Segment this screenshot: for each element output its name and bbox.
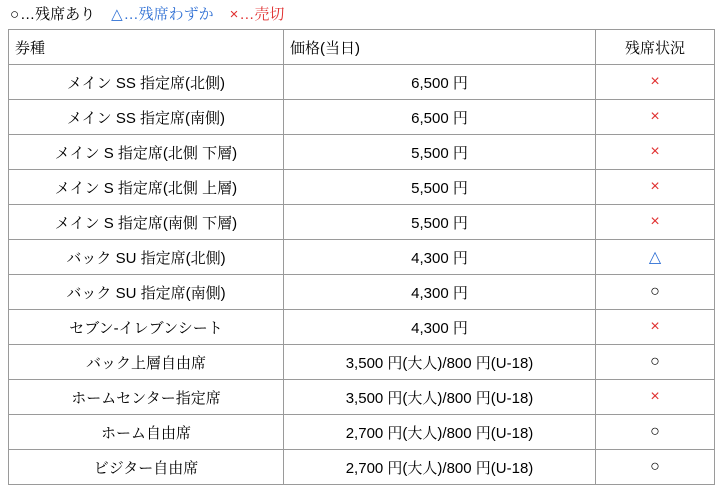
legend-item-soldout bbox=[230, 5, 285, 25]
table-row bbox=[9, 170, 715, 205]
cell-price: 6,500 円 bbox=[284, 65, 596, 100]
cross-icon: × bbox=[229, 6, 239, 23]
cell-ticket-type: ホームセンター指定席 bbox=[9, 380, 284, 415]
cell-availability: × bbox=[596, 100, 715, 135]
cell-ticket-type: メイン S 指定席(北側 下層) bbox=[9, 135, 284, 170]
table-row bbox=[9, 100, 715, 135]
legend-label-soldout: 売切 bbox=[254, 6, 285, 23]
cell-availability: × bbox=[596, 310, 715, 345]
table-row bbox=[9, 450, 715, 485]
cell-availability: × bbox=[596, 380, 715, 415]
cell-availability: × bbox=[596, 135, 715, 170]
table-row bbox=[9, 345, 715, 380]
cell-ticket-type: ビジター自由席 bbox=[9, 450, 284, 485]
legend-item-few bbox=[111, 5, 214, 25]
column-header-price: 価格(当日) bbox=[284, 30, 596, 65]
fare-table bbox=[8, 29, 715, 485]
table-row bbox=[9, 310, 715, 345]
cell-availability: × bbox=[596, 65, 715, 100]
table-row bbox=[9, 240, 715, 275]
cell-availability: × bbox=[596, 170, 715, 205]
table-row bbox=[9, 205, 715, 240]
legend bbox=[8, 4, 717, 26]
legend-separator-available: … bbox=[20, 6, 36, 23]
cell-ticket-type: バック SU 指定席(南側) bbox=[9, 275, 284, 310]
cell-availability: ○ bbox=[596, 345, 715, 380]
cell-price: 3,500 円(大人)/800 円(U-18) bbox=[284, 380, 596, 415]
cell-price: 2,700 円(大人)/800 円(U-18) bbox=[284, 450, 596, 485]
cell-ticket-type: メイン S 指定席(北側 上層) bbox=[9, 170, 284, 205]
cell-price: 5,500 円 bbox=[284, 170, 596, 205]
table-header-row bbox=[9, 30, 715, 65]
cell-price: 2,700 円(大人)/800 円(U-18) bbox=[284, 415, 596, 450]
cell-price: 4,300 円 bbox=[284, 240, 596, 275]
cell-availability: ○ bbox=[596, 450, 715, 485]
cell-ticket-type: バック上層自由席 bbox=[9, 345, 284, 380]
legend-label-available: 残席あり bbox=[35, 6, 96, 23]
cell-ticket-type: バック SU 指定席(北側) bbox=[9, 240, 284, 275]
cell-price: 5,500 円 bbox=[284, 135, 596, 170]
table-row bbox=[9, 65, 715, 100]
cell-price: 4,300 円 bbox=[284, 310, 596, 345]
legend-separator-soldout: … bbox=[239, 6, 255, 23]
legend-separator-few: … bbox=[123, 6, 139, 23]
circle-icon: ○ bbox=[10, 6, 20, 23]
column-header-type: 券種 bbox=[9, 30, 284, 65]
cell-ticket-type: ホーム自由席 bbox=[9, 415, 284, 450]
cell-price: 3,500 円(大人)/800 円(U-18) bbox=[284, 345, 596, 380]
table-row bbox=[9, 380, 715, 415]
table-row bbox=[9, 415, 715, 450]
table-row bbox=[9, 275, 715, 310]
table-row bbox=[9, 135, 715, 170]
column-header-availability: 残席状況 bbox=[596, 30, 715, 65]
legend-label-few: 残席わずか bbox=[138, 6, 214, 23]
triangle-icon: △ bbox=[111, 6, 123, 23]
cell-availability: △ bbox=[596, 240, 715, 275]
cell-availability: ○ bbox=[596, 415, 715, 450]
cell-price: 6,500 円 bbox=[284, 100, 596, 135]
legend-item-available bbox=[10, 5, 95, 25]
table-body bbox=[9, 65, 715, 485]
cell-availability: ○ bbox=[596, 275, 715, 310]
cell-price: 5,500 円 bbox=[284, 205, 596, 240]
cell-ticket-type: セブン-イレブンシート bbox=[9, 310, 284, 345]
cell-ticket-type: メイン SS 指定席(南側) bbox=[9, 100, 284, 135]
cell-availability: × bbox=[596, 205, 715, 240]
cell-price: 4,300 円 bbox=[284, 275, 596, 310]
cell-ticket-type: メイン SS 指定席(北側) bbox=[9, 65, 284, 100]
cell-ticket-type: メイン S 指定席(南側 下層) bbox=[9, 205, 284, 240]
table-header bbox=[9, 30, 715, 65]
